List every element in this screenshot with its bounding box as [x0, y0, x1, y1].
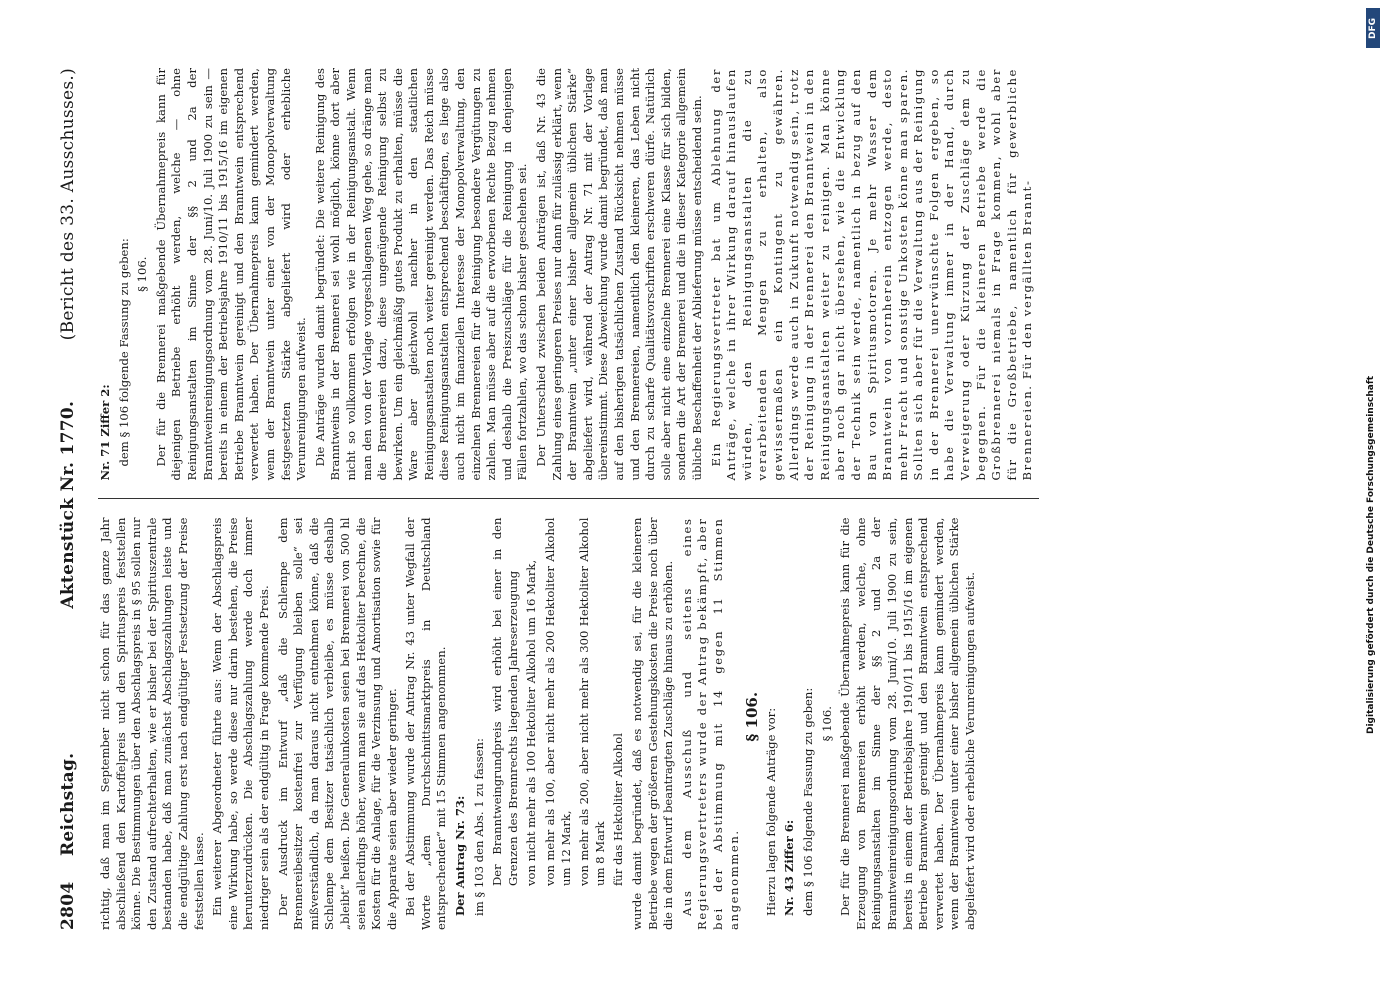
antrag-intro: im § 103 den Abs. 1 zu fassen:: [471, 738, 486, 916]
antrag-item: von nicht mehr als 100 Hektoliter Alkohol um 16 Mark,: [524, 559, 539, 886]
antrag-intro: dem § 106 folgende Fassung zu geben:: [800, 687, 815, 916]
antrag-text: Der für die Brennerei maßgebende Übernahmepreis kann für diejenigen Betriebe erhöht werden, welche — ohne Reinigungsanstalten im Sinne der §§ 2 und 2a der Branntweinreinigungsordnung vom 28. Juni/10. Juli 1900 zu sein — bereits in einem der Betriebsjahre 1910/11 bis 1915/16 im eigenen Betriebe Branntwein gereinigt und den Branntwein entsprechend verwertet haben. Der Übernahmepreis kann gemindert werden, wenn der Branntwein unter einer von der Monopolverwaltung festgesetzten Stärke abgeliefert wird oder erhebliche Verunreinigungen aufweist.: [153, 68, 309, 481]
paragraph: Hierzu lagen folgende Anträge vor:: [763, 707, 778, 916]
paragraph: Der Unterschied zwischen beiden Anträgen ist, daß Nr. 43 die Zahlung eines geringeren Preises nur dann für zulässig erklärt, wenn der Branntwein „unter einer bisher allgemein üblichen Stärke“ abgeliefert wird, während der Antrag Nr. 71 mit der Vorlage übereinstimmt. Diese Abweichung wurde damit begründet, daß man auf den bisherigen tatsächlichen Zustand Rücksicht nehmen müsse und den Brennereien, namentlich den kleineren, das Leben nicht durch zu scharfe Qualitätsvorschriften erschweren dürfe. Natürlich solle aber nicht eine einzelne Brennerei eine Klasse für sich bilden, sondern die Art der Brennerei und die in dieser Kategorie allgemein übliche Beschaffenheit der Ablieferung müsse entscheidend sein.: [534, 68, 704, 481]
antrag-item: von mehr als 200, aber nicht mehr als 300 Hektoliter Alkohol um 8 Mark: [577, 517, 607, 886]
paragraph: richtig, daß man im September nicht schon für das ganze Jahr abschließend den Kartoffelpreis und den Spirituspreis feststellen könne. Die Bestimmungen über den Abschlagspreis in § 95 sollen nur den Zustand aufrechterhalten, wie er bisher bei der Spirituszentrale bestanden habe, daß man zunächst Abschlagszahlungen leiste und die endgültige Zahlung erst nach endgültiger Festsetzung der Preise feststellen lasse.: [98, 517, 206, 930]
antrag-intro: dem § 106 folgende Fassung zu geben:: [116, 238, 131, 467]
antrag-label: Der Antrag Nr. 73:: [453, 795, 468, 916]
page-number: 2804: [58, 881, 78, 930]
header-subtitle: (Bericht des 33. Ausschusses.): [58, 68, 78, 341]
left-column: [98, 518, 1039, 931]
document-reference: Aktenstück Nr. 1770.: [58, 400, 78, 609]
antrag-label: Nr. 43 Ziffer 6:: [782, 819, 797, 916]
digitisation-note: [1366, 8, 1382, 998]
antrag-section: § 106.: [819, 706, 834, 742]
paragraph: wurde damit begründet, daß es notwendig sei, für die kleineren Betriebe wegen der größeren Gestehungskosten die Preise noch über die in dem Entwurf beantragten Zuschläge hinaus zu erhöhen.: [630, 517, 676, 930]
antrag-item: von mehr als 100, aber nicht mehr als 200 Hektoliter Alkohol um 12 Mark,: [543, 517, 573, 886]
paragraph: Ein Regierungsvertreter bat um Ablehnung der Anträge, welche in ihrer Wirkung darauf hinauslaufen würden, den Reinigungsanstalten die zu verarbeitenden Mengen zu erhalten, also gewissermaßen ein Kontingent zu gewähren. Allerdings werde auch in Zukunft notwendig sein, trotz der Reinigung in der Brennerei den Branntwein in den Reinigungsanstalten weiter zu reinigen. Man könne aber noch gar nicht übersehen, wie die Entwicklung der Technik sein werde, namentlich in bezug auf den Bau von Spiritusmotoren. Je mehr Wasser dem Branntwein von vornherein entzogen werde, desto mehr Fracht und sonstige Unkosten könne man sparen. Sollten sich aber für die Verwaltung aus der Reinigung in der Brennerei unerwünschte Folgen ergeben, so habe die Verwaltung immer in der Hand, durch Verweigerung oder Kürzung der Zuschläge dem zu begegnen. Für die kleineren Betriebe werde die Großbrennerei niemals in Frage kommen, wohl aber für die Großbetriebe, namentlich für gewerbliche Brennereien. Für den vergällten Brannt-: [708, 68, 1035, 481]
text-columns: [98, 68, 1039, 930]
column-rule: [98, 499, 1039, 500]
right-column: [98, 68, 1039, 481]
running-title: Reichstag.: [58, 752, 78, 856]
antrag-section: § 106.: [135, 256, 150, 292]
paragraph: Die Anträge wurden damit begründet: Die weitere Reinigung des Branntweins in der Brennerei sei wohl möglich, könne dort aber nicht so vollkommen erfolgen wie in der Reinigungsanstalt. Wenn man den von der Vorlage vorgeschlagenen Weg gehe, so dränge man die Brennereien dazu, diese ungenügende Reinigung selbst zu bewirken. Um ein gleichmäßig gutes Produkt zu erhalten, müsse die Ware aber gleichwohl nachher in den staatlichen Reinigungsanstalten noch weiter gereinigt werden. Das Reich müsse diese Reinigungsanstalten entsprechend beschäftigen, es liege also auch nicht im finanziellen Interesse der Monopolverwaltung, den einzelnen Brennereien für die Reinigung besondere Vergütungen zu zahlen. Man müsse aber auf die erworbenen Rechte Bezug nehmen und deshalb die Preiszuschläge für die Reinigung in denjenigen Fällen fortzahlen, wo das schon bisher geschehen sei.: [312, 68, 530, 481]
paragraph: Ein weiterer Abgeordneter führte aus: Wenn der Abschlagspreis eine Wirkung habe, so werde diese nur darin bestehen, die Preise herunterzudrücken. Die Abschlagszahlung werde doch immer niedriger sein als der endgültig in Frage kommende Preis.: [210, 517, 271, 930]
digitisation-text: Digitalisierung gefördert durch die Deutsche Forschungsgemeinschaft: [1366, 375, 1376, 734]
paragraph: Der Ausdruck im Entwurf „daß die Schlempe dem Brennereibesitzer kostenfrei zur Verfügung bleiben solle“ sei mißverständlich, da man daraus nicht entnehmen könne, daß die Schlempe dem Besitzer tatsächlich verbleibe, es müsse deshalb „bleibt“ heißen. Die Generalunkosten seien bei Brennerei von 500 hl seien allerdings höher, wenn man sie auf das Hektoliter berechne, die Kosten für die Anlage, für die Verzinsung und Amortisation sowie für die Apparate seien aber wieder geringer.: [275, 517, 399, 930]
section-heading: § 106.: [743, 691, 762, 742]
antrag-label: Nr. 71 Ziffer 2:: [98, 384, 112, 481]
dfg-logo: DFG: [1366, 8, 1380, 48]
paragraph: Bei der Abstimmung wurde der Antrag Nr. 43 unter Wegfall der Worte „dem Durchschnittsmarktpreis in Deutschland entsprechender“ mit 15 Stimmen angenommen.: [403, 517, 449, 930]
page-header: [58, 68, 92, 930]
antrag-item: für das Hektoliter Alkohol: [611, 733, 626, 886]
paragraph: Aus dem Ausschuß und seitens eines Regierungsvertreters wurde der Antrag bekämpft, aber bei der Abstimmung mit 14 gegen 11 Stimmen angenommen.: [679, 517, 741, 930]
antrag-text: Der für die Brennerei maßgebende Übernahmepreis kann für die Erzeugung von Brennereien erhöht werden, welche, ohne Reinigungsanstalten im Sinne der §§ 2 und 2a der Branntweinreinigungsordnung vom 28. Juni/10. Juli 1900 zu sein, bereits in einem der Betriebsjahre 1910/11 bis 1915/16 im eigenen Betriebe Branntwein gereinigt und den Branntwein entsprechend verwertet haben. Der Übernahmepreis kann gemindert werden, wenn der Branntwein unter einer bisher allgemein üblichen Stärke abgeliefert wird oder erhebliche Verunreinigungen aufweist.: [838, 517, 977, 930]
antrag-text: Der Branntweingrundpreis wird erhöht bei einer in den Grenzen des Brennrechts liegenden Jahreserzeugung: [490, 517, 520, 886]
